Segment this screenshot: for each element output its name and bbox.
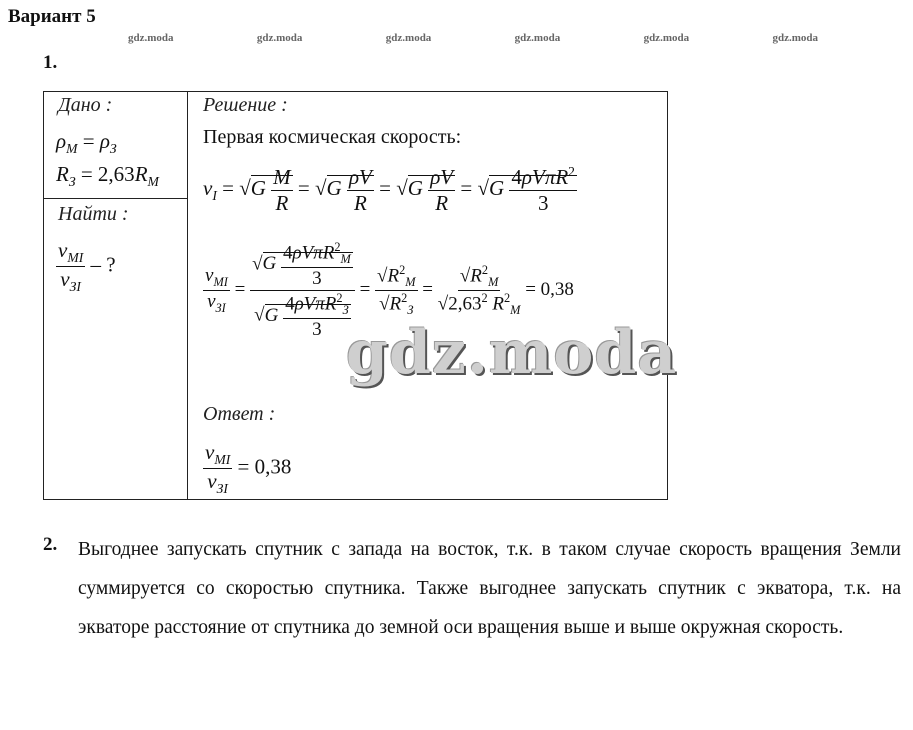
task-2-number: 2.: [43, 534, 58, 555]
formula-first-cosmic-speed: $v_I = √G$ $\frac{M}{R}$ = √G $\frac{\rho V}{R}$ = √G $\frac{\rho V}{R}$ = √G $\frac{4\rho V\pi R^2}{3}$: [203, 164, 575, 215]
table-divider: [187, 91, 188, 499]
watermark-text: gdz.moda: [256, 32, 303, 44]
given-radius: $R_З = 2,63R_M$: [56, 162, 159, 190]
task-2-text: Выгоднее запускать спутник с запада на восток, т.к. в таком случае скорость вращения Земли суммируется со скоростью спутника. Также выгоднее запускать спутник с экватора, т.к. на экваторе расстояние от спутника до земной оси вращения выше и выше окружная скорость.: [78, 539, 901, 638]
given-label: Дано :: [58, 94, 113, 116]
given-density: $\rho_M = \rho_З$: [56, 129, 117, 157]
watermark-text: gdz.moda: [128, 32, 174, 44]
table-divider: [43, 198, 188, 199]
formula-ratio: $\frac{v_{MI}}{v_{ЗI}}$ = √G $\frac{4\rho V\pi R^2_M}{3}$ √G $\frac{4\rho V\pi R^2_З}{3}$ = $\frac{√R^2_M}{√R^2_З}$ = $\frac{√R^2_M}{√2,63^2 R^2_M}$ = 0,38: [205, 240, 574, 341]
answer-label: Ответ :: [203, 403, 276, 425]
watermark-text: gdz.moda: [514, 32, 561, 44]
find-expression: $\frac{v_{MI}}{v_{ЗI}}$ – ?: [58, 238, 116, 295]
solution-text: Первая космическая скорость:: [203, 126, 462, 148]
watermark-text: gdz.moda: [643, 32, 690, 44]
task-1-number: 1.: [43, 52, 58, 73]
find-label: Найти :: [58, 203, 129, 225]
watermark-text: gdz.moda: [772, 32, 818, 44]
watermark-logo: gdz.moda: [346, 318, 678, 388]
solution-label: Решение :: [203, 94, 288, 116]
answer-expression: $\frac{v_{MI}}{v_{ЗI}}$ = 0,38: [205, 440, 292, 497]
watermark-text: gdz.moda: [385, 32, 432, 44]
watermark-row: [128, 32, 818, 44]
page-title: Вариант 5: [8, 6, 96, 27]
